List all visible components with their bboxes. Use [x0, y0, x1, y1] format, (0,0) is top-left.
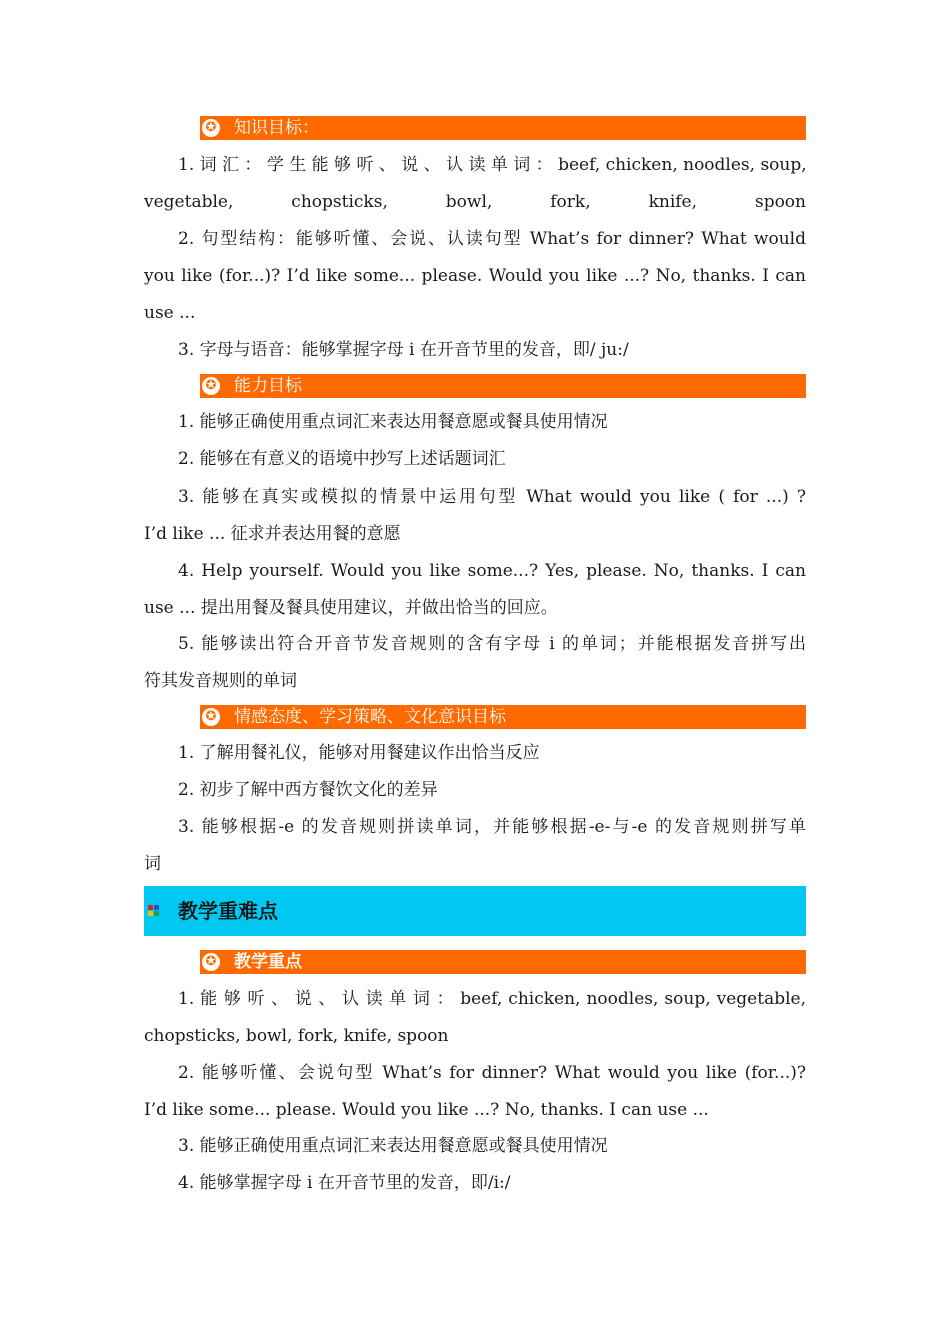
- paragraph-line: 2. 句型结构：能够听懂、会说、认读句型 What’s for dinner? What would: [178, 229, 806, 249]
- bullet-icon: [148, 905, 160, 917]
- star-icon: ✪: [202, 708, 220, 726]
- paragraph-line: use ... 提出用餐及餐具使用建议，并做出恰当的回应。: [144, 598, 558, 618]
- paragraph-line: 2. 能够在有意义的语境中抄写上述话题词汇: [178, 449, 506, 469]
- paragraph-line: 3. 能够正确使用重点词汇来表达用餐意愿或餐具使用情况: [178, 1136, 608, 1156]
- ability-goals-title: 能力目标: [234, 376, 302, 396]
- paragraph-line: I’d like some... please. Would you like ...? No, thanks. I can use ...: [144, 1100, 709, 1120]
- attitude-goals-header: [200, 705, 806, 729]
- paragraph-line: 词: [144, 854, 161, 874]
- section-heading: [144, 886, 806, 936]
- paragraph-line: I’d like ... 征求并表达用餐的意愿: [144, 524, 401, 544]
- knowledge-goals-title: 知识目标：: [234, 118, 319, 138]
- attitude-goals-title: 情感态度、学习策略、文化意识目标: [234, 707, 506, 727]
- paragraph-line: chopsticks, bowl, fork, knife, spoon: [144, 1026, 449, 1046]
- paragraph-line: 5. 能够读出符合开音节发音规则的含有字母 i 的单词；并能根据发音拼写出: [178, 634, 806, 654]
- paragraph-line: 1. 能 够 听 、 说 、 认 读 单 词 ： beef, chicken, noodles, soup, vegetable,: [178, 989, 806, 1009]
- section-title: 教学重难点: [178, 899, 278, 923]
- paragraph-line: 4. 能够掌握字母 i 在开音节里的发音，即/i:/: [178, 1173, 511, 1193]
- paragraph-line: you like (for...)? I’d like some... please. Would you like ...? No, thanks. I can: [144, 266, 806, 286]
- paragraph-line: 4. Help yourself. Would you like some...? Yes, please. No, thanks. I can: [178, 561, 806, 581]
- star-icon: ✪: [202, 119, 220, 137]
- paragraph-line: 3. 能够在真实或模拟的情景中运用句型 What would you like ( for ...) ?: [178, 487, 806, 507]
- paragraph-line: 3. 能够根据-e 的发音规则拼读单词，并能够根据-e-与-e 的发音规则拼写单: [178, 817, 806, 837]
- paragraph-line: 1. 了解用餐礼仪，能够对用餐建议作出恰当反应: [178, 743, 540, 763]
- star-icon: ✪: [202, 953, 220, 971]
- paragraph-line: vegetable, chopsticks, bowl, fork, knife, spoon: [144, 192, 806, 212]
- key-points-header: [200, 950, 806, 974]
- paragraph-line: 1. 词 汇 ： 学 生 能 够 听 、 说 、 认 读 单 词 ： beef, chicken, noodles, soup,: [178, 155, 807, 175]
- star-icon: ✪: [202, 377, 220, 395]
- paragraph-line: 2. 能够听懂、会说句型 What’s for dinner? What would you like (for...)?: [178, 1063, 806, 1083]
- knowledge-goals-header: [200, 116, 806, 140]
- ability-goals-header: [200, 374, 806, 398]
- key-points-title: 教学重点: [234, 952, 302, 972]
- paragraph-line: 符其发音规则的单词: [144, 671, 297, 691]
- paragraph-line: 3. 字母与语音：能够掌握字母 i 在开音节里的发音，即/ ju:/: [178, 340, 629, 360]
- paragraph-line: use ...: [144, 303, 196, 323]
- paragraph-line: 1. 能够正确使用重点词汇来表达用餐意愿或餐具使用情况: [178, 412, 608, 432]
- paragraph-line: 2. 初步了解中西方餐饮文化的差异: [178, 780, 438, 800]
